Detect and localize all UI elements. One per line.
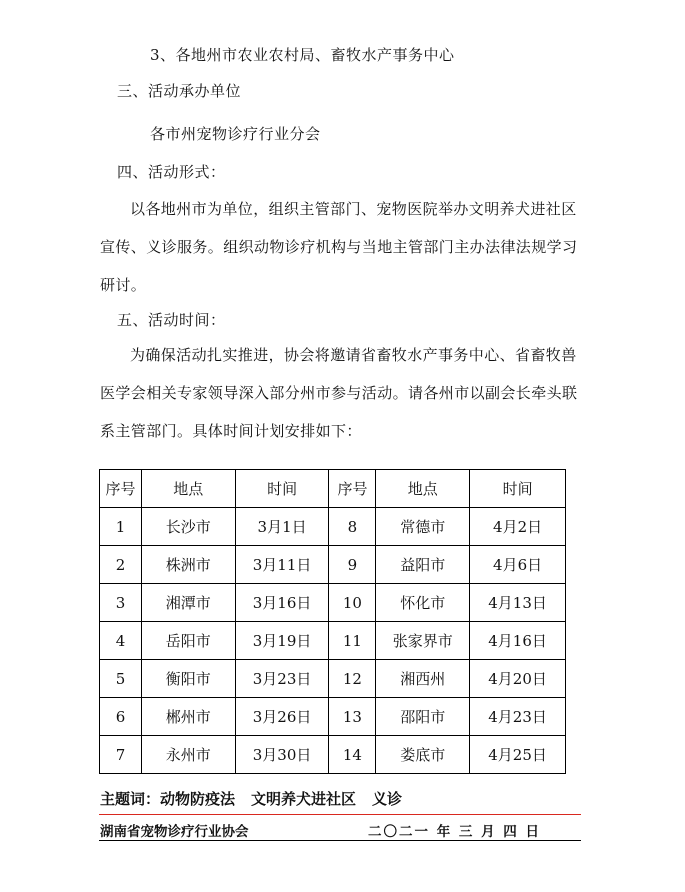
header-time: 时间 [470, 470, 566, 508]
section-heading-time: 五、活动时间： [117, 311, 226, 329]
cell: 2 [100, 546, 142, 584]
cell: 郴州市 [141, 698, 235, 736]
table-header-row [100, 470, 566, 508]
cell: 长沙市 [141, 508, 235, 546]
cell: 怀化市 [376, 584, 470, 622]
red-divider [99, 814, 581, 815]
issue-date: 二〇二一 年 三 月 四 日 [368, 824, 541, 840]
paragraph-form [100, 190, 588, 304]
cell: 3月16日 [235, 584, 329, 622]
list-item-3: 3、各地州市农业农村局、畜牧水产事务中心 [150, 46, 455, 64]
header-place: 地点 [376, 470, 470, 508]
keywords-label: 主题词： [100, 790, 161, 808]
keywords-line [100, 788, 402, 809]
cell: 4月2日 [470, 508, 566, 546]
cell: 张家界市 [376, 622, 470, 660]
table-row [100, 546, 566, 584]
schedule-table [99, 469, 566, 774]
cell: 3月1日 [235, 508, 329, 546]
cell: 13 [329, 698, 376, 736]
table-row [100, 508, 566, 546]
cell: 14 [329, 736, 376, 774]
table-row [100, 698, 566, 736]
cell: 7 [100, 736, 142, 774]
cell: 12 [329, 660, 376, 698]
cell: 常德市 [376, 508, 470, 546]
table-row [100, 736, 566, 774]
section-heading-organizer: 三、活动承办单位 [117, 82, 242, 100]
keyword: 义诊 [372, 790, 403, 808]
paragraph-time-text: 为确保活动扎实推进，协会将邀请省畜牧水产事务中心、省畜牧兽医学会相关专家领导深入部分州市参与活动。请各州市以副会长牵头联系主管部门。具体时间计划安排如下： [100, 346, 578, 440]
cell: 3月23日 [235, 660, 329, 698]
cell: 娄底市 [376, 736, 470, 774]
paragraph-form-text: 以各地州市为单位，组织主管部门、宠物医院举办文明养犬进社区宣传、义诊服务。组织动物诊疗机构与当地主管部门主办法律法规学习研讨。 [100, 200, 578, 294]
table-row [100, 660, 566, 698]
cell: 岳阳市 [141, 622, 235, 660]
cell: 4月25日 [470, 736, 566, 774]
cell: 湘潭市 [141, 584, 235, 622]
keyword: 动物防疫法 [160, 790, 236, 808]
cell: 3月30日 [235, 736, 329, 774]
cell: 10 [329, 584, 376, 622]
cell: 6 [100, 698, 142, 736]
cell: 衡阳市 [141, 660, 235, 698]
header-seq: 序号 [100, 470, 142, 508]
header-time: 时间 [235, 470, 329, 508]
paragraph-time [100, 336, 588, 450]
cell: 3月11日 [235, 546, 329, 584]
section-heading-form: 四、活动形式： [117, 163, 226, 181]
keyword: 文明养犬进社区 [251, 790, 357, 808]
organizer-text: 各市州宠物诊疗行业分会 [150, 125, 321, 143]
issuing-organization: 湖南省宠物诊疗行业协会 [100, 824, 249, 840]
cell: 11 [329, 622, 376, 660]
cell: 4 [100, 622, 142, 660]
cell: 3月26日 [235, 698, 329, 736]
cell: 9 [329, 546, 376, 584]
table-row [100, 584, 566, 622]
cell: 永州市 [141, 736, 235, 774]
cell: 益阳市 [376, 546, 470, 584]
header-seq: 序号 [329, 470, 376, 508]
cell: 邵阳市 [376, 698, 470, 736]
cell: 5 [100, 660, 142, 698]
cell: 3月19日 [235, 622, 329, 660]
black-divider [99, 840, 581, 841]
cell: 4月23日 [470, 698, 566, 736]
cell: 湘西州 [376, 660, 470, 698]
cell: 8 [329, 508, 376, 546]
cell: 株洲市 [141, 546, 235, 584]
cell: 3 [100, 584, 142, 622]
table-row [100, 622, 566, 660]
cell: 1 [100, 508, 142, 546]
cell: 4月6日 [470, 546, 566, 584]
header-place: 地点 [141, 470, 235, 508]
cell: 4月20日 [470, 660, 566, 698]
cell: 4月16日 [470, 622, 566, 660]
cell: 4月13日 [470, 584, 566, 622]
